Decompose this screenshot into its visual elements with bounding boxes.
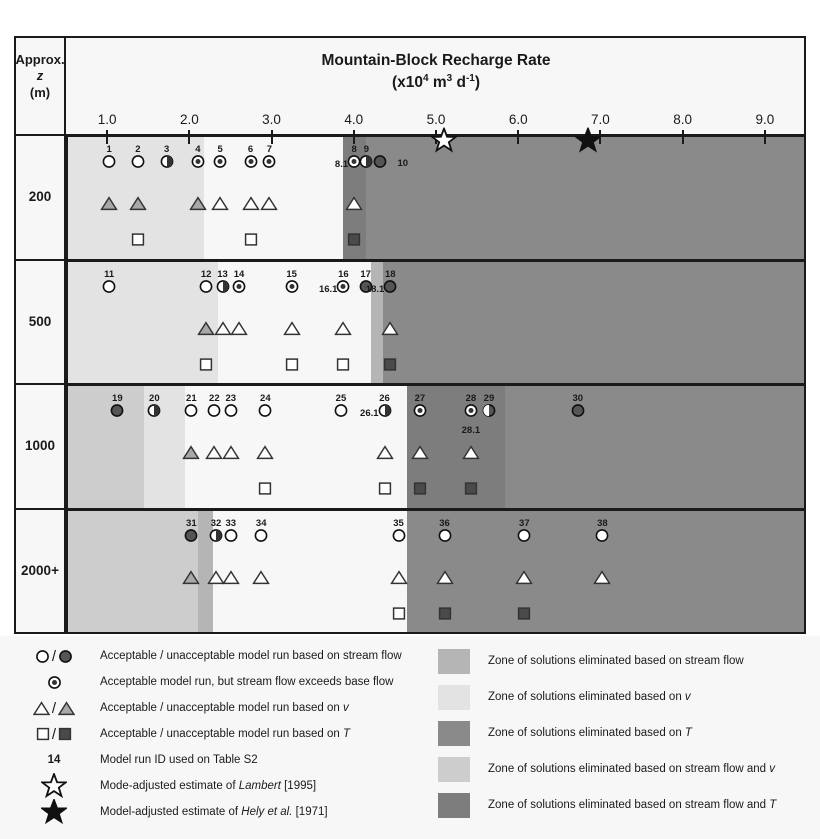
- run-id-label-35: 35: [393, 517, 404, 529]
- star-open-icon: [8, 773, 100, 799]
- triangle-marker-31: [183, 570, 200, 590]
- legend-item-square-open-slash-square-filled: [8, 722, 428, 746]
- x-tick-mark-3.0: [271, 130, 273, 144]
- legend-text-pre: Zone of solutions eliminated based on: [488, 691, 685, 703]
- square-marker-36: [438, 606, 452, 625]
- triangle-marker-38: [594, 570, 611, 590]
- hely-star: [575, 128, 601, 159]
- x-tick-mark-6.0: [517, 130, 519, 144]
- circle-marker-31: [184, 528, 199, 548]
- row-top-rule: [68, 385, 804, 386]
- subtitle-part-4: ): [474, 74, 481, 92]
- run-sublabel-16.1: 16.1: [318, 283, 338, 295]
- subtitle-sup-2: 3: [446, 73, 453, 84]
- run-id-label-20: 20: [149, 393, 160, 404]
- circle-marker-34: [254, 528, 269, 548]
- circle-marker-33: [223, 528, 238, 548]
- circle-marker-4: [190, 154, 205, 174]
- run-id-label-10: 10: [397, 158, 409, 169]
- circle-marker-23: [223, 403, 238, 423]
- legend-zone-item-0: [438, 646, 818, 676]
- zone-swatch: [438, 721, 470, 746]
- x-tick-mark-2.0: [188, 130, 190, 144]
- subtitle-sup-3: -1: [465, 73, 475, 84]
- plot-area-2000+: [66, 510, 806, 635]
- x-tick-label-5.0: 5.0: [426, 112, 446, 127]
- circle-marker-36: [437, 528, 452, 548]
- circle-marker-27: [412, 403, 427, 423]
- legend-text-emphasis: v: [684, 691, 691, 703]
- legend-zone-item-4: [438, 790, 818, 820]
- triangle-marker-22: [206, 445, 223, 465]
- run-id-label-36: 36: [439, 517, 450, 529]
- triangle-marker-15: [283, 321, 300, 341]
- plot-area-500: [66, 261, 806, 386]
- legend-label: Model run ID used on Table S2: [100, 754, 258, 766]
- square-marker-12: [199, 357, 213, 376]
- legend-text-emphasis: T: [684, 727, 692, 739]
- circle-marker-15: [284, 279, 299, 299]
- run-id-label-22: 22: [209, 393, 220, 404]
- x-tick-label-6.0: 6.0: [508, 112, 528, 127]
- lambert-star: [431, 128, 457, 159]
- square-marker-28: [464, 482, 478, 501]
- run-id-label-24: 24: [260, 393, 271, 404]
- legend-item-star-open: [8, 774, 428, 798]
- x-tick-label-4.0: 4.0: [344, 112, 364, 127]
- row-top-rule: [68, 510, 804, 511]
- legend-item-circle-open-slash-circle-filled: [8, 644, 428, 668]
- legend-text-pre: Acceptable / unacceptable model run based on: [100, 702, 343, 714]
- legend-item-star-filled: [8, 800, 428, 824]
- legend-text-emphasis: T: [769, 799, 777, 811]
- triangle-marker-7: [261, 196, 278, 216]
- zone-swatch: [438, 757, 470, 782]
- run-id-label-23: 23: [225, 393, 237, 404]
- circle-marker-24: [258, 403, 273, 423]
- square-marker-2: [131, 233, 145, 252]
- x-tick-mark-1.0: [106, 130, 108, 144]
- run-id-label-29: 29: [483, 393, 495, 404]
- triangle-marker-8: [346, 196, 363, 216]
- run-id-label-16: 16: [338, 268, 349, 280]
- circle-marker-10: [373, 154, 388, 174]
- legend-text-emphasis: v: [342, 702, 349, 714]
- run-id-label-3: 3: [164, 144, 170, 155]
- triangle-marker-27: [411, 445, 428, 465]
- row-label-1000: 1000: [24, 438, 56, 454]
- row-label-200: 200: [28, 189, 52, 205]
- zone-streamflow_v-1000: [68, 385, 144, 508]
- legend-zone-label: [488, 655, 744, 667]
- legend-text-post: [1971]: [292, 806, 328, 818]
- subtitle-part-1: (x10: [391, 74, 423, 92]
- run-id-label-15: 15: [286, 268, 297, 280]
- run-id-label-8: 8: [351, 144, 357, 155]
- triangle-marker-5: [212, 196, 229, 216]
- run-id-label-37: 37: [519, 517, 530, 529]
- legend-zone-item-2: [438, 718, 818, 748]
- square-marker-6: [244, 233, 258, 252]
- legend-text-emphasis: Lambert: [238, 780, 281, 792]
- circle-marker-28: [463, 403, 478, 423]
- depth-axis-label: [14, 52, 66, 101]
- legend-text-emphasis: T: [342, 728, 350, 740]
- square-marker-35: [392, 606, 406, 625]
- run-sublabel-8.1: 8.1: [334, 159, 349, 170]
- run-id-label-26: 26: [379, 393, 390, 404]
- circle-marker-14: [232, 279, 247, 299]
- square-open-slash-square-filled-icon: /: [8, 726, 100, 743]
- run-id-label-30: 30: [572, 393, 584, 404]
- circle-marker-32: [209, 528, 224, 548]
- circle-marker-26: [377, 403, 392, 423]
- x-tick-mark-9.0: [764, 130, 766, 144]
- plot-area-1000: [66, 385, 806, 510]
- circle-marker-2: [130, 154, 145, 174]
- triangle-marker-21: [183, 445, 200, 465]
- triangle-marker-6: [242, 196, 259, 216]
- triangle-marker-2: [129, 196, 146, 216]
- legend-text-pre: Zone of solutions eliminated based on stream flow and: [488, 763, 770, 775]
- circle-marker-22: [207, 403, 222, 423]
- triangle-marker-4: [189, 196, 206, 216]
- circle-marker-13: [215, 279, 230, 299]
- circle-marker-11: [102, 279, 117, 299]
- x-tick-mark-4.0: [353, 130, 355, 144]
- run-sublabel-26.1: 26.1: [360, 408, 379, 419]
- x-tick-label-7.0: 7.0: [591, 112, 610, 127]
- circle-bullseye-icon: [8, 675, 100, 690]
- page-title: Mountain-Block Recharge Rate: [321, 52, 551, 69]
- run-id-label-4: 4: [195, 144, 201, 155]
- circle-marker-1: [102, 154, 117, 174]
- square-marker-8: [347, 233, 361, 252]
- run-id-number-icon: [8, 754, 100, 766]
- x-tick-label-2.0: 2.0: [179, 112, 199, 127]
- circle-marker-5: [213, 154, 228, 174]
- chart-subtitle: [66, 73, 806, 92]
- legend-zone-label: [488, 691, 691, 703]
- circle-open-slash-circle-filled-icon: /: [8, 648, 100, 665]
- legend-text-pre: Mode-adjusted estimate of: [100, 780, 239, 792]
- legend-text-post: [1995]: [280, 780, 317, 792]
- run-id-label-13: 13: [217, 268, 228, 280]
- run-id-label-34: 34: [255, 517, 267, 529]
- row-top-rule: [68, 261, 804, 262]
- triangle-marker-28: [462, 445, 479, 465]
- legend-zone-label: [488, 727, 692, 739]
- legend-run-id-number: 14: [47, 754, 61, 766]
- star-filled-icon: [8, 799, 100, 825]
- zone-streamflow_v-2000+: [68, 510, 198, 633]
- legend-text-pre: Zone of solutions eliminated based on: [488, 727, 685, 739]
- legend-text-pre: Acceptable / unacceptable model run based on: [100, 728, 343, 740]
- square-marker-16: [336, 357, 350, 376]
- zone-swatch: [438, 685, 470, 710]
- square-marker-15: [285, 357, 299, 376]
- legend-text-pre: Model-adjusted estimate of: [100, 806, 242, 818]
- run-id-label-27: 27: [414, 393, 426, 404]
- run-id-label-33: 33: [225, 517, 237, 529]
- x-tick-label-1.0: 1.0: [97, 112, 117, 127]
- run-id-label-31: 31: [186, 517, 197, 529]
- circle-marker-16: [336, 279, 351, 299]
- zone-swatch: [438, 649, 470, 674]
- circle-marker-21: [184, 403, 199, 423]
- triangle-marker-1: [101, 196, 118, 216]
- subtitle-part-2: m: [428, 74, 447, 92]
- legend-label: Acceptable model run, but stream flow exceeds base flow: [100, 676, 394, 688]
- x-tick-label-8.0: 8.0: [673, 112, 693, 127]
- row-label-2000+: 2000+: [21, 562, 59, 578]
- legend-zone-label: [488, 763, 775, 775]
- circle-marker-38: [595, 528, 610, 548]
- legend-zone-item-3: [438, 754, 818, 784]
- zone-v-500: [68, 261, 218, 384]
- triangle-marker-26: [376, 445, 393, 465]
- legend-zone-item-1: [438, 682, 818, 712]
- circle-marker-3: [159, 154, 174, 174]
- run-id-label-32: 32: [210, 517, 222, 529]
- legend-zone-label: [488, 799, 776, 811]
- row-label-500: 500: [28, 313, 52, 329]
- legend-label: [100, 702, 349, 714]
- circle-marker-29: [481, 403, 496, 423]
- depth-label-approx: Approx.: [15, 52, 65, 67]
- triangle-open-slash-triangle-gray-icon: /: [8, 700, 100, 717]
- circle-marker-35: [391, 528, 406, 548]
- run-id-label-2: 2: [135, 144, 141, 155]
- run-id-label-7: 7: [266, 144, 273, 155]
- circle-marker-6: [243, 154, 258, 174]
- run-id-label-14: 14: [233, 268, 245, 280]
- triangle-marker-35: [390, 570, 407, 590]
- triangle-marker-24: [257, 445, 274, 465]
- triangle-marker-13: [214, 321, 231, 341]
- run-id-label-38: 38: [597, 517, 608, 529]
- chart-title-group: [66, 52, 806, 92]
- subtitle-sup-1: 4: [422, 73, 429, 84]
- legend-text-pre: Zone of solutions eliminated based on stream flow and: [488, 799, 770, 811]
- triangle-marker-23: [222, 445, 239, 465]
- run-sublabel-28.1: 28.1: [461, 425, 481, 436]
- triangle-marker-18: [382, 321, 399, 341]
- x-tick-mark-8.0: [682, 130, 684, 144]
- legend-label: [100, 728, 350, 740]
- legend-text-emphasis: Hely et al.: [241, 806, 293, 818]
- run-id-label-6: 6: [247, 144, 254, 155]
- legend-item-run-id-number: [8, 748, 428, 772]
- legend-text-pre: Zone of solutions eliminated based on stream flow: [488, 655, 744, 667]
- legend-label: Acceptable / unacceptable model run based on stream flow: [100, 650, 402, 662]
- run-id-label-5: 5: [217, 144, 223, 155]
- zone-swatch: [438, 793, 470, 818]
- depth-label-z: z: [36, 68, 44, 84]
- run-id-label-21: 21: [186, 393, 197, 404]
- triangle-marker-36: [436, 570, 453, 590]
- triangle-marker-16: [335, 321, 352, 341]
- circle-marker-30: [570, 403, 585, 423]
- triangle-marker-12: [198, 321, 215, 341]
- square-marker-27: [413, 482, 427, 501]
- run-id-label-19: 19: [112, 393, 123, 404]
- legend-item-triangle-open-slash-triangle-gray: [8, 696, 428, 720]
- circle-marker-37: [517, 528, 532, 548]
- zone-t-1000: [505, 385, 806, 508]
- square-marker-18: [383, 357, 397, 376]
- run-id-label-28: 28: [465, 393, 477, 404]
- run-id-label-18: 18: [385, 268, 396, 280]
- square-marker-26: [378, 482, 392, 501]
- circle-marker-19: [110, 403, 125, 423]
- legend: [0, 636, 820, 839]
- square-marker-24: [258, 482, 272, 501]
- depth-label-units: (m): [29, 84, 51, 100]
- zone-t-500: [383, 261, 806, 384]
- legend-label: [100, 806, 328, 818]
- triangle-marker-37: [516, 570, 533, 590]
- run-id-label-25: 25: [335, 393, 347, 404]
- run-id-label-17: 17: [360, 268, 371, 280]
- subtitle-part-3: d: [452, 74, 466, 92]
- triangle-marker-33: [222, 570, 239, 590]
- triangle-marker-14: [231, 321, 248, 341]
- square-marker-37: [517, 606, 531, 625]
- run-id-label-1: 1: [106, 144, 112, 155]
- legend-text-emphasis: v: [769, 763, 776, 775]
- circle-marker-12: [199, 279, 214, 299]
- triangle-marker-34: [253, 570, 270, 590]
- run-id-label-12: 12: [200, 268, 212, 280]
- legend-label: [100, 780, 316, 792]
- circle-marker-20: [147, 403, 162, 423]
- x-tick-label-9.0: 9.0: [755, 112, 775, 127]
- legend-item-circle-bullseye: [8, 670, 428, 694]
- run-id-label-11: 11: [104, 268, 115, 280]
- run-sublabel-18.1: 18.1: [365, 283, 385, 295]
- x-tick-label-3.0: 3.0: [262, 112, 281, 127]
- circle-marker-7: [262, 154, 277, 174]
- circle-marker-9: [359, 154, 374, 174]
- run-id-label-9: 9: [363, 144, 370, 155]
- circle-marker-18: [383, 279, 398, 299]
- circle-marker-25: [333, 403, 348, 423]
